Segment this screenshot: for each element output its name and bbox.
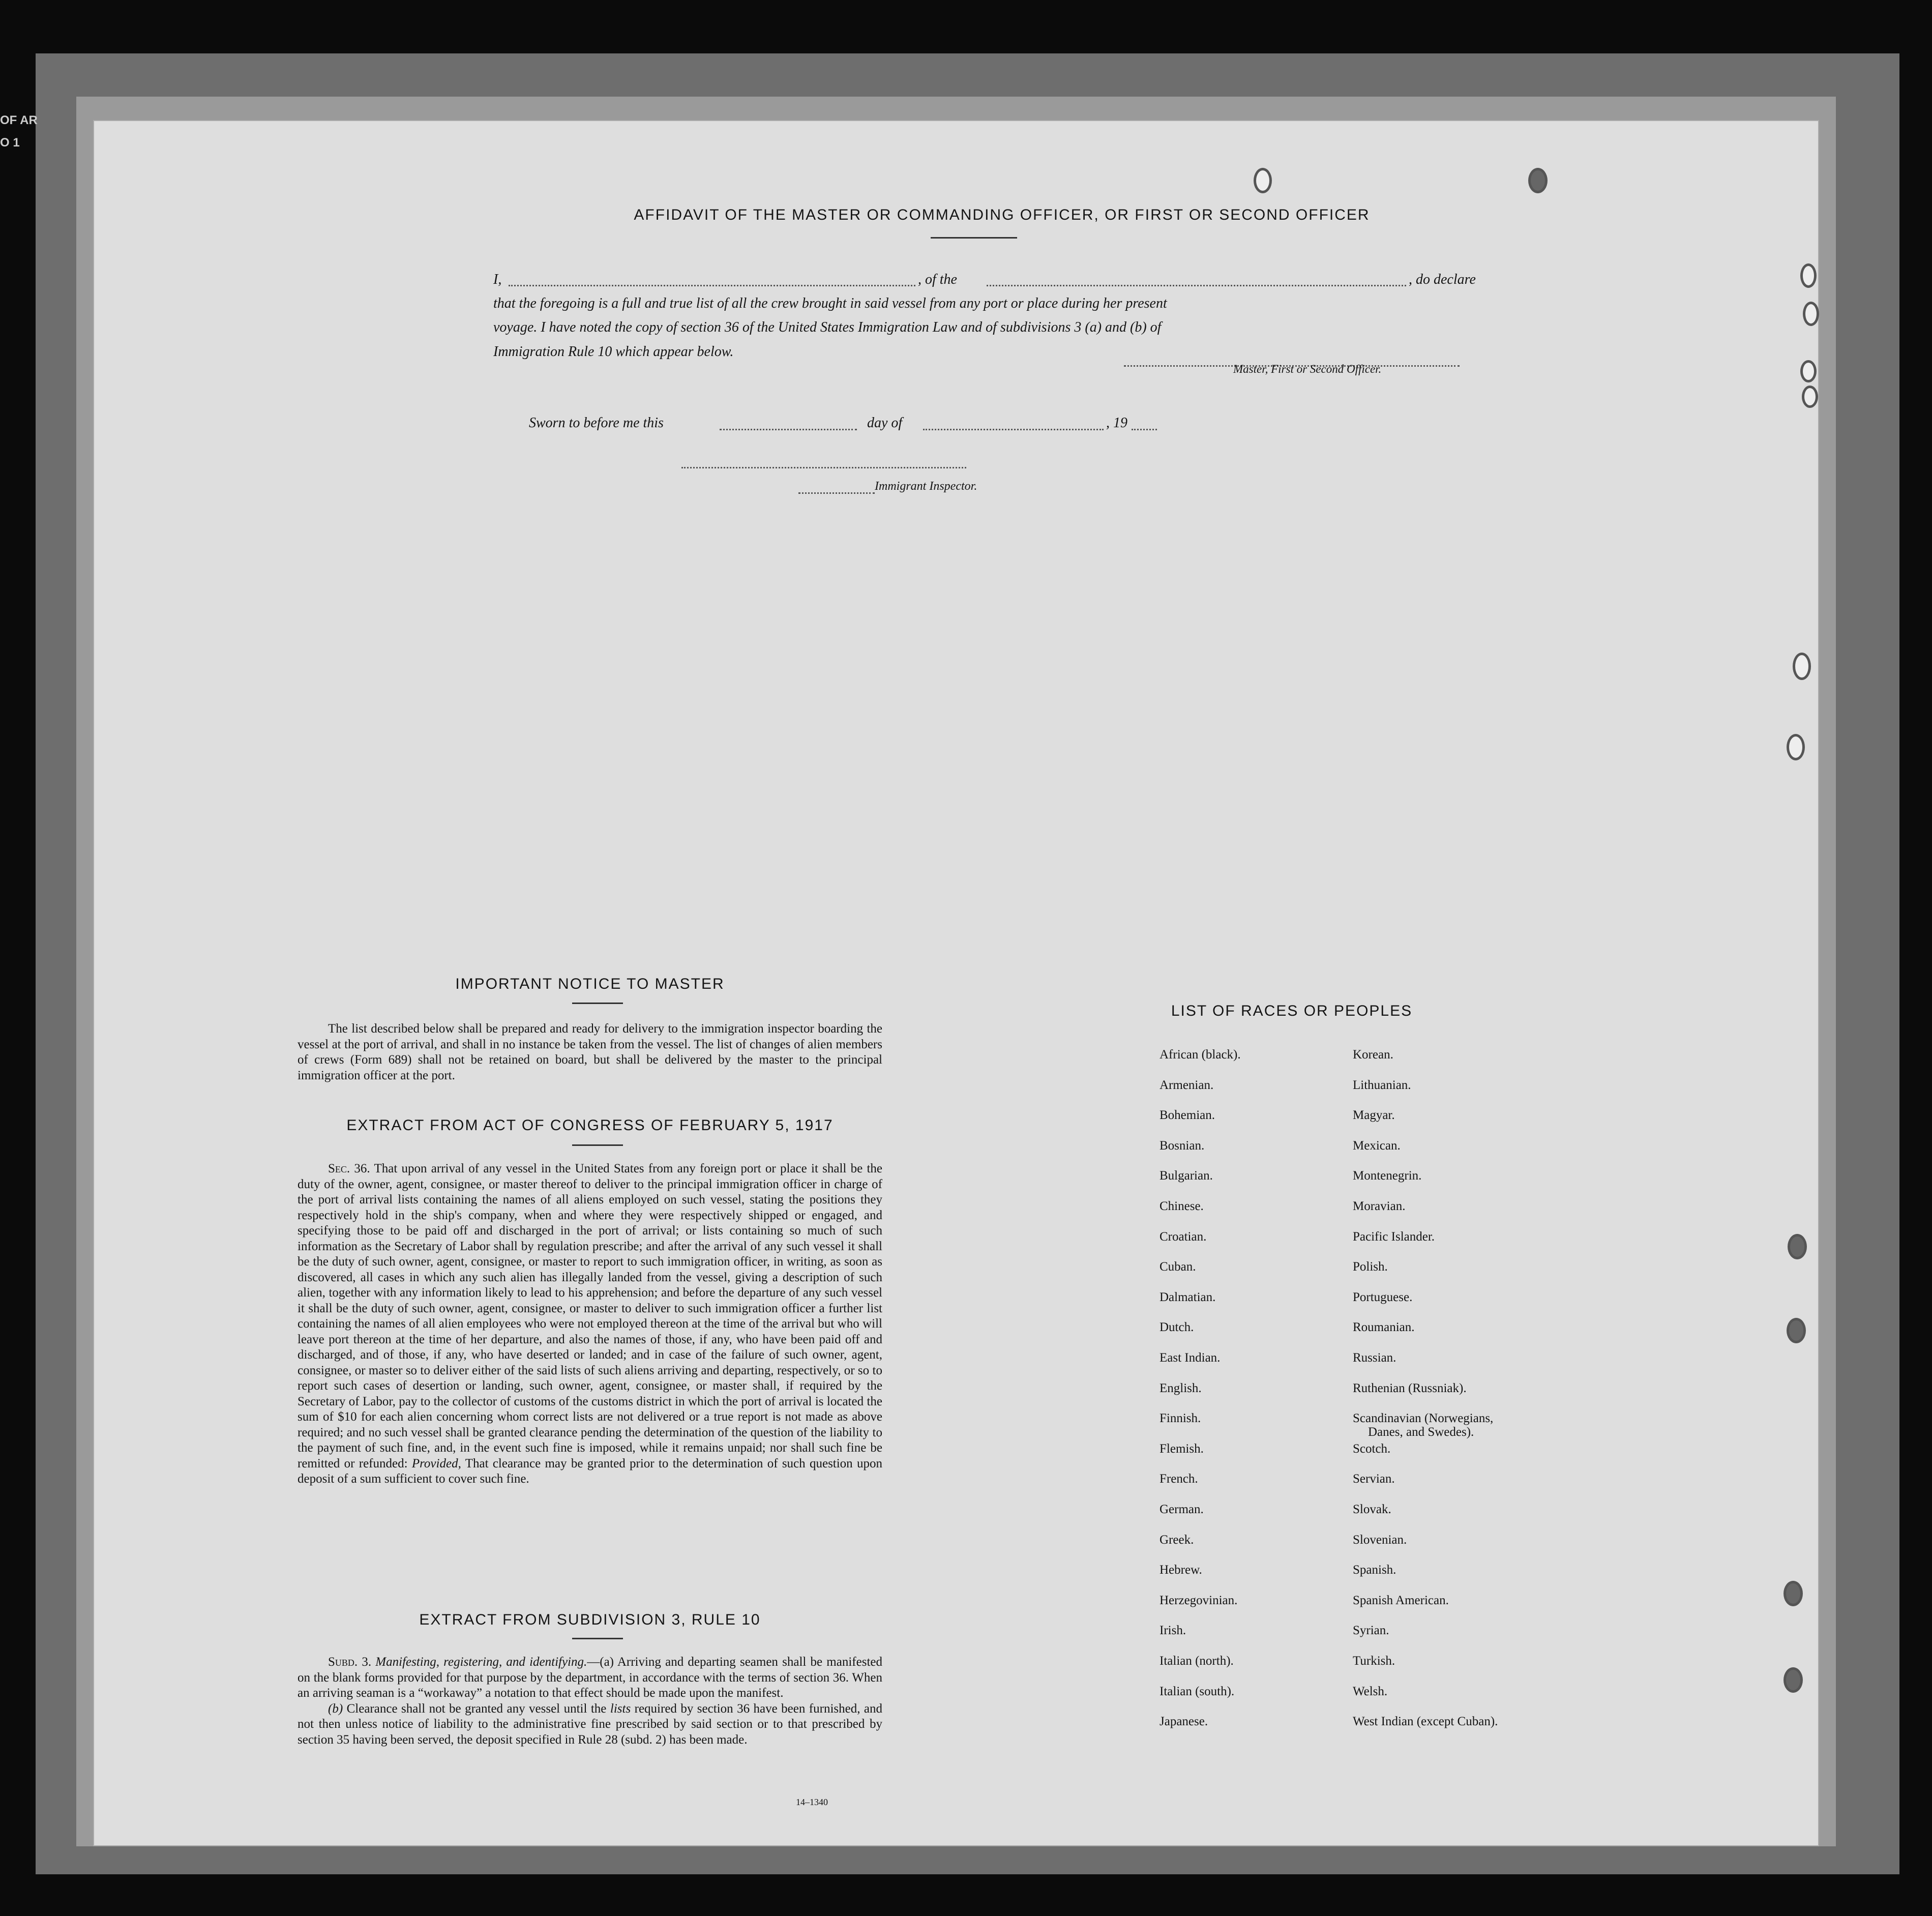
race-item: Dalmatian. bbox=[1160, 1290, 1216, 1304]
notice-text bbox=[298, 1021, 882, 1083]
punch-hole bbox=[1787, 734, 1805, 760]
punch-hole bbox=[1784, 1581, 1803, 1606]
punch-hole bbox=[1793, 653, 1811, 680]
race-item: Welsh. bbox=[1353, 1684, 1388, 1698]
race-item: Spanish. bbox=[1353, 1563, 1396, 1577]
notice-paragraph: The list described below shall be prepared and ready for delivery to the immigration inspector boarding the vessel at the port of arrival, and shall in no instance be taken from the vessel. The list of changes of alien members of crews (Form 689) shall not be retained on board, but shall be delivered by the master to the principal immigration officer at the port. bbox=[298, 1022, 882, 1082]
punch-hole bbox=[1800, 263, 1817, 288]
provided-word: Provided, bbox=[411, 1456, 461, 1470]
section-label: Sec. 36. bbox=[328, 1162, 370, 1175]
race-item: Greek. bbox=[1160, 1532, 1194, 1547]
affidavit-of-the: , of the bbox=[918, 272, 957, 287]
rule-para-b bbox=[298, 1701, 882, 1748]
race-item: Russian. bbox=[1353, 1351, 1396, 1365]
race-item: Finnish. bbox=[1160, 1411, 1201, 1426]
race-item: German. bbox=[1160, 1502, 1204, 1516]
race-item: Pacific Islander. bbox=[1353, 1229, 1435, 1244]
race-item: Croatian. bbox=[1160, 1229, 1207, 1244]
section-text-end: That clearance may be granted prior to the determination of such question upon deposit of a sum sufficient to cover such fine. bbox=[298, 1456, 882, 1486]
race-item: Portuguese. bbox=[1353, 1290, 1413, 1304]
subd-b-text-2: required by section 36 have been furnished, and not then unless notice of liability to the administrative fine prescribed by said section or to that prescribed by section 35 having been served, the deposit specified in Rule 28 (subd. 2) has been made. bbox=[298, 1701, 883, 1747]
punch-hole bbox=[1803, 302, 1819, 326]
affidavit-do-declare: , do declare bbox=[1409, 272, 1476, 287]
race-item: Dutch. bbox=[1160, 1320, 1194, 1335]
notice-title: IMPORTANT NOTICE TO MASTER bbox=[455, 976, 725, 992]
race-item: Montenegrin. bbox=[1353, 1169, 1422, 1183]
race-item: Servian. bbox=[1353, 1472, 1395, 1486]
race-item: Italian (south). bbox=[1160, 1684, 1235, 1698]
affidavit-line-2: that the foregoing is a full and true list of all the crew brought in said vessel from any port or place during her present bbox=[493, 296, 1167, 311]
subd-heading: Manifesting, registering, and identifying. bbox=[375, 1655, 587, 1669]
punch-hole bbox=[1254, 168, 1272, 193]
subd-a-text: Arriving and departing seamen shall be manifested on the blank forms provided for that purpose by the department, in accordance with the terms of section 36. When an arriving seaman is a “workaway” a notation to that effect should be made upon the manifest. bbox=[298, 1655, 882, 1700]
subd-b-label: (b) bbox=[328, 1701, 343, 1716]
race-item-continuation: Danes, and Swedes). bbox=[1368, 1425, 1474, 1439]
sworn-month-field[interactable] bbox=[923, 429, 1104, 430]
sworn-day-field[interactable] bbox=[720, 429, 857, 430]
inspector-signature-field-2[interactable] bbox=[798, 492, 875, 494]
race-item: Cuban. bbox=[1160, 1260, 1196, 1274]
punch-hole bbox=[1800, 360, 1817, 382]
rule-title-rule bbox=[572, 1638, 623, 1639]
race-item: Moravian. bbox=[1353, 1199, 1406, 1213]
subd-a-label: —(a) bbox=[587, 1655, 614, 1669]
punch-hole bbox=[1788, 1234, 1807, 1259]
race-item: Bohemian. bbox=[1160, 1108, 1215, 1123]
race-item: Bulgarian. bbox=[1160, 1169, 1213, 1183]
name-field[interactable] bbox=[509, 285, 915, 286]
race-item: Scotch. bbox=[1353, 1441, 1391, 1456]
race-item: Syrian. bbox=[1353, 1624, 1389, 1638]
day-of-label: day of bbox=[867, 415, 903, 431]
subd-b-lists: lists bbox=[610, 1701, 631, 1716]
sworn-label: Sworn to before me this bbox=[529, 415, 664, 431]
affidavit-line-3: voyage. I have noted the copy of section 36 of the United States Immigration Law and of subdivisions 3 (a) and (b) of bbox=[493, 319, 1162, 335]
race-item: Ruthenian (Russniak). bbox=[1353, 1381, 1467, 1395]
rule-text bbox=[298, 1655, 882, 1748]
year-label: , 19 bbox=[1106, 415, 1127, 431]
race-item: English. bbox=[1160, 1381, 1202, 1395]
race-item: Mexican. bbox=[1353, 1138, 1401, 1153]
section-text: That upon arrival of any vessel in the United States from any foreign port or place it shall be the duty of the owner, agent, consignee, or master thereof to deliver to the principal immigration officer in charge of the port of arrival lists containing the names of all aliens employed on such vessel, stating the positions they respectively hold in the ship's company, when and where they were respectively shipped or engaged, and specifying those to be paid off and discharged in the port of arrival; or lists containing so much of such information as the Secretary of Labor shall by regulation prescribe; and after the arrival of any such vessel it shall be the duty of such owner, agent, consignee, or master to report to such immigration officer, in writing, as soon as discovered, all cases in which any such alien has illegally landed from the vessel, giving a description of such alien, together with any information likely to lead to his apprehension; and before the departure of any such vessel it shall be the duty of such owner, agent, consignee, or master to deliver to such immigration officer a further list containing the names of all alien employees who were not employed thereon at the time of the arrival but who will leave port thereon at the time of her departure, and also the names of those, if any, who have been paid off and discharged, and of those, if any, who have deserted or landed; and in case of the failure of such owner, agent, consignee, or master so to deliver either of the said lists of such aliens arriving and departing, respectively, or so to report such cases of desertion or landing, such owner, agent, consignee, or master shall, if required by the Secretary of Labor, pay to the collector of customs of the customs district in which the port of arrival is located the sum of $10 for each alien concerning whom correct lists are not delivered or a true report is not made as above required; and no such vessel shall be granted clearance pending the determination of the question of the liability to the payment of such fine, and, in the event such fine is imposed, while it remains unpaid; nor shall such fine be remitted or refunded: bbox=[298, 1162, 882, 1470]
race-item: Irish. bbox=[1160, 1624, 1186, 1638]
race-item: Bosnian. bbox=[1160, 1138, 1205, 1153]
corner-stamp-line: OF AR bbox=[0, 113, 38, 127]
act-text bbox=[298, 1161, 882, 1487]
race-item: Italian (north). bbox=[1160, 1654, 1234, 1668]
subd-b-text-1: Clearance shall not be granted any vessel until the bbox=[346, 1701, 607, 1716]
notice-title-rule bbox=[572, 1003, 623, 1004]
act-title-rule bbox=[572, 1144, 623, 1146]
affidavit-title: AFFIDAVIT OF THE MASTER OR COMMANDING OFFICER, OR FIRST OR SECOND OFFICER bbox=[634, 207, 1370, 223]
inspector-signature-field[interactable] bbox=[681, 467, 966, 468]
punch-hole bbox=[1784, 1667, 1803, 1693]
race-item: Lithuanian. bbox=[1353, 1078, 1411, 1092]
race-item: Polish. bbox=[1353, 1260, 1388, 1274]
race-item: Scandinavian (Norwegians, bbox=[1353, 1411, 1494, 1426]
signature-label: Master, First or Second Officer. bbox=[1233, 363, 1382, 375]
race-item: Armenian. bbox=[1160, 1078, 1214, 1092]
form-number: 14–1340 bbox=[796, 1797, 828, 1807]
race-item: East Indian. bbox=[1160, 1351, 1221, 1365]
race-item: Hebrew. bbox=[1160, 1563, 1202, 1577]
race-item: Spanish American. bbox=[1353, 1593, 1449, 1607]
races-title: LIST OF RACES OR PEOPLES bbox=[1171, 1003, 1413, 1019]
punch-hole bbox=[1787, 1318, 1806, 1343]
race-item: Herzegovinian. bbox=[1160, 1593, 1238, 1607]
race-item: Slovenian. bbox=[1353, 1532, 1407, 1547]
race-item: Flemish. bbox=[1160, 1441, 1204, 1456]
race-item: Korean. bbox=[1353, 1048, 1393, 1062]
races-list bbox=[1160, 1048, 1617, 1760]
race-item: Chinese. bbox=[1160, 1199, 1204, 1213]
punch-hole bbox=[1528, 168, 1548, 193]
race-item: Magyar. bbox=[1353, 1108, 1395, 1123]
race-item: Turkish. bbox=[1353, 1654, 1395, 1668]
corner-stamp bbox=[0, 109, 76, 170]
affidavit-title-rule bbox=[931, 237, 1017, 239]
race-item: French. bbox=[1160, 1472, 1198, 1486]
act-title: EXTRACT FROM ACT OF CONGRESS OF FEBRUARY 5, 1917 bbox=[346, 1117, 834, 1134]
race-item: Slovak. bbox=[1353, 1502, 1391, 1516]
subd-label: Subd. 3. bbox=[328, 1655, 372, 1669]
punch-hole bbox=[1802, 386, 1818, 408]
race-item: West Indian (except Cuban). bbox=[1353, 1715, 1498, 1729]
sworn-year-field[interactable] bbox=[1132, 429, 1157, 430]
corner-stamp-line: O 1 bbox=[0, 136, 20, 150]
form-page bbox=[94, 121, 1818, 1845]
inspector-label: Immigrant Inspector. bbox=[875, 480, 977, 493]
rule-para-a bbox=[298, 1655, 882, 1701]
race-item: Roumanian. bbox=[1353, 1320, 1415, 1335]
rule-title: EXTRACT FROM SUBDIVISION 3, RULE 10 bbox=[419, 1611, 761, 1628]
vessel-field[interactable] bbox=[987, 285, 1406, 286]
race-item: Japanese. bbox=[1160, 1715, 1208, 1729]
act-paragraph bbox=[298, 1161, 882, 1487]
race-item: African (black). bbox=[1160, 1048, 1241, 1062]
affidavit-i: I, bbox=[493, 272, 502, 287]
affidavit-line-4: Immigration Rule 10 which appear below. bbox=[493, 344, 734, 360]
